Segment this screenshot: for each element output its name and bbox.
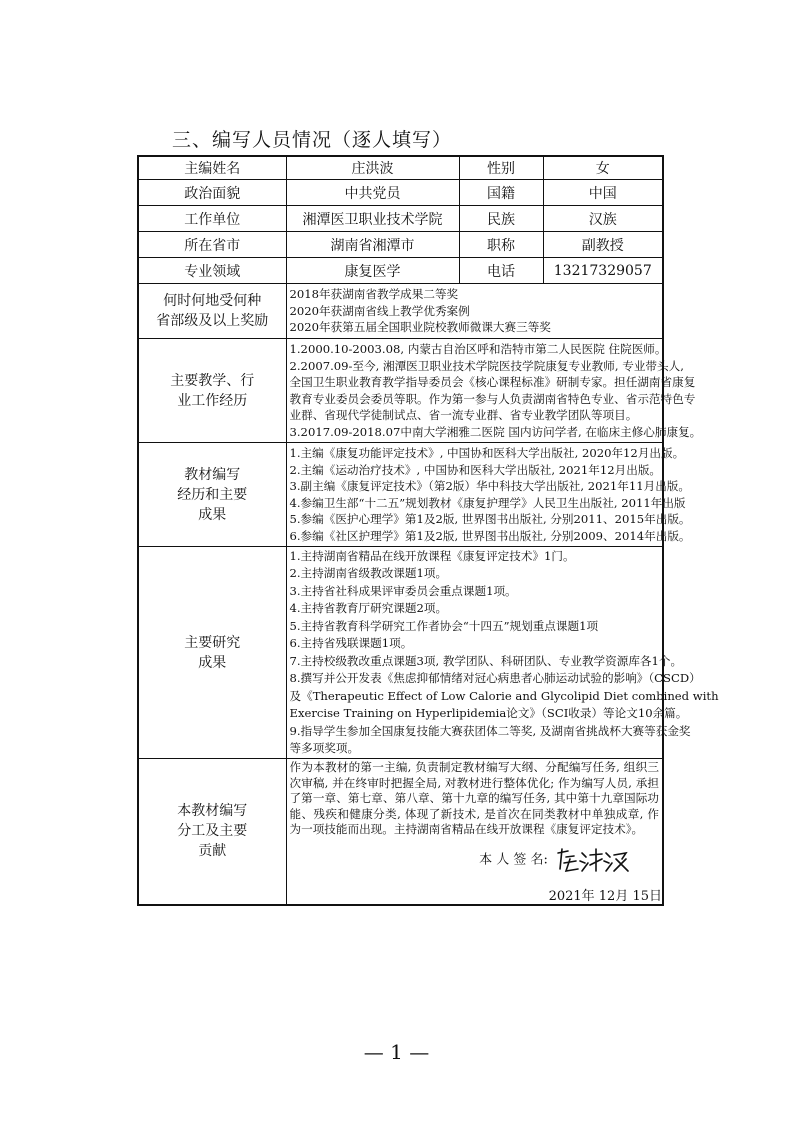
signature-label: 本 人 签 名: bbox=[479, 852, 548, 867]
nationality-label: 国籍 bbox=[459, 180, 543, 206]
nationality-value: 中国 bbox=[543, 180, 663, 206]
list-item: 1.主编《康复功能评定技术》, 中国协和医科大学出版社, 2020年12月出版。 bbox=[289, 446, 685, 460]
awards-label-line: 何时何地受何种 bbox=[163, 293, 262, 309]
employer-value: 湘潭医卫职业技术学院 bbox=[286, 206, 459, 232]
list-item: 6.参编《社区护理学》第1及2版, 世界图书出版社, 分别2009、2014年出版。 bbox=[289, 528, 691, 543]
specialty-value: 康复医学 bbox=[286, 258, 459, 284]
ethnicity-value: 汉族 bbox=[543, 206, 663, 232]
title-value: 副教授 bbox=[543, 232, 663, 258]
ethnicity-label: 民族 bbox=[459, 206, 543, 232]
list-item: 2.2007.09-至今, 湘潭医卫职业技术学院医技学院康复专业教师, 专业带头人, bbox=[289, 358, 684, 373]
page-number: — 1 — bbox=[363, 1040, 430, 1064]
list-item: 2.主持湖南省级教改课题1项。 bbox=[289, 566, 448, 580]
list-item: 6.主持省残联课题1项。 bbox=[289, 636, 413, 650]
awards-label-line: 省部级及以上奖励 bbox=[156, 313, 269, 329]
list-item: 2.主编《运动治疗技术》, 中国协和医科大学出版社, 2021年12月出版。 bbox=[289, 462, 662, 477]
province-label: 所在省市 bbox=[138, 232, 286, 258]
textbooks-label-line: 成果 bbox=[198, 506, 227, 523]
awards-list bbox=[286, 284, 663, 339]
list-item: 等多项奖项。 bbox=[289, 741, 360, 755]
political-label: 政治面貌 bbox=[138, 180, 286, 206]
employer-label: 工作单位 bbox=[138, 206, 286, 232]
textbooks-label-line: 经历和主要 bbox=[177, 486, 248, 503]
textbooks-list bbox=[286, 443, 691, 547]
gender-value: 女 bbox=[543, 156, 663, 180]
gender-label: 性别 bbox=[459, 156, 543, 180]
list-item: 3.2017.09-2018.07中南大学湘雅二医院 国内访问学者, 在临床主修心肺康复。 bbox=[289, 424, 702, 439]
list-item: 5.主持省教育科学研究工作者协会“十四五”规划重点课题1项 bbox=[289, 618, 599, 633]
research-list bbox=[286, 547, 719, 759]
contribution-text: 作为本教材的第一主编, 负责制定教材编写大纲、分配编写任务, 组织三次审稿, 并在终审时把握全局, 对教材进行整体优化; 作为编写人员, 承担了第一章、第七章、第八章、第十九章的编写任务, 其中第十九章国际功能、残疾和健康分类, 体现了新技术, 是首次在同类教材中单独成章, 作为一项技能而出现。主持湖南省精品在线开放课程《康复评定技术》。 bbox=[289, 760, 659, 836]
phone-value: 13217329057 bbox=[543, 258, 663, 284]
contribution-label-line: 贡献 bbox=[198, 843, 227, 860]
contribution-cell bbox=[286, 759, 663, 905]
list-item: 3.主持省社科成果评审委员会重点课题1项。 bbox=[289, 583, 517, 598]
handwritten-signature bbox=[552, 845, 632, 875]
chief-editor-value: 庄洪波 bbox=[286, 156, 459, 180]
signature-date: 2021年 12月 15日 bbox=[548, 888, 662, 904]
textbooks-label bbox=[138, 443, 286, 547]
chief-editor-label: 主编姓名 bbox=[138, 156, 286, 180]
list-item: 3.副主编《康复评定技术》（第2版）华中科技大学出版社, 2021年11月出版。 bbox=[289, 479, 690, 493]
research-label-line: 成果 bbox=[198, 654, 227, 671]
signature-row bbox=[287, 845, 663, 875]
awards-label bbox=[138, 284, 286, 339]
author-info-table bbox=[137, 155, 719, 906]
list-item: 7.主持校级教改重点课题3项, 教学团队、科研团队、专业教学资源库各1个。 bbox=[289, 653, 683, 668]
list-item: 教育专业委员会委员等职。作为第一参与人负责湖南省特色专业、省示范特色专 bbox=[289, 391, 696, 406]
list-item: 4.主持省教育厅研究课题2项。 bbox=[289, 601, 448, 615]
list-item: 全国卫生职业教育教学指导委员会《核心课程标准》研制专家。担任湖南省康复 bbox=[289, 375, 696, 389]
list-item: 业群、省现代学徒制试点、省一流专业群、省专业教学团队等项目。 bbox=[289, 408, 638, 422]
list-item: 9.指导学生参加全国康复技能大赛获团体二等奖, 及湖南省挑战杯大赛等获金奖 bbox=[289, 723, 691, 738]
contribution-label-line: 本教材编写 bbox=[177, 803, 248, 820]
list-item: 8.撰写并公开发表《焦虑抑郁情绪对冠心病患者心肺运动试验的影响》（CSCD） bbox=[289, 671, 701, 685]
contribution-label bbox=[138, 759, 286, 905]
phone-label: 电话 bbox=[459, 258, 543, 284]
research-label-line: 主要研究 bbox=[184, 634, 241, 651]
list-item: 及《Therapeutic Effect of Low Calorie and Glycolipid Diet combined with bbox=[289, 688, 719, 703]
list-item: 2020年获湖南省线上教学优秀案例 bbox=[289, 303, 470, 318]
list-item: 1.主持湖南省精品在线开放课程《康复评定技术》1门。 bbox=[289, 548, 575, 563]
list-item: 4.参编卫生部“十二五”规划教材《康复护理学》人民卫生出版社, 2011年出版 bbox=[289, 495, 686, 510]
section-title: 三、编写人员情况（逐人填写） bbox=[172, 129, 453, 151]
political-value: 中共党员 bbox=[286, 180, 459, 206]
experience-label-line: 主要教学、行 bbox=[170, 372, 255, 389]
list-item: 5.参编《医护心理学》第1及2版, 世界图书出版社, 分别2011、2015年出版。 bbox=[289, 512, 691, 526]
contribution-label-line: 分工及主要 bbox=[177, 823, 248, 840]
list-item: Exercise Training on Hyperlipidemia论文》（SCI收录）等论文10余篇。 bbox=[289, 706, 688, 720]
specialty-label: 专业领域 bbox=[138, 258, 286, 284]
experience-label bbox=[138, 339, 286, 443]
research-label bbox=[138, 547, 286, 759]
experience-label-line: 业工作经历 bbox=[177, 392, 248, 409]
experience-list bbox=[286, 339, 702, 443]
list-item: 2018年获湖南省教学成果二等奖 bbox=[289, 287, 459, 302]
textbooks-label-line: 教材编写 bbox=[184, 466, 241, 483]
list-item: 1.2000.10-2003.08, 内蒙古自治区呼和浩特市第二人民医院 住院医师。 bbox=[289, 342, 667, 356]
title-label: 职称 bbox=[459, 232, 543, 258]
province-value: 湖南省湘潭市 bbox=[286, 232, 459, 258]
list-item: 2020年获第五届全国职业院校教师微课大赛三等奖 bbox=[289, 320, 551, 335]
